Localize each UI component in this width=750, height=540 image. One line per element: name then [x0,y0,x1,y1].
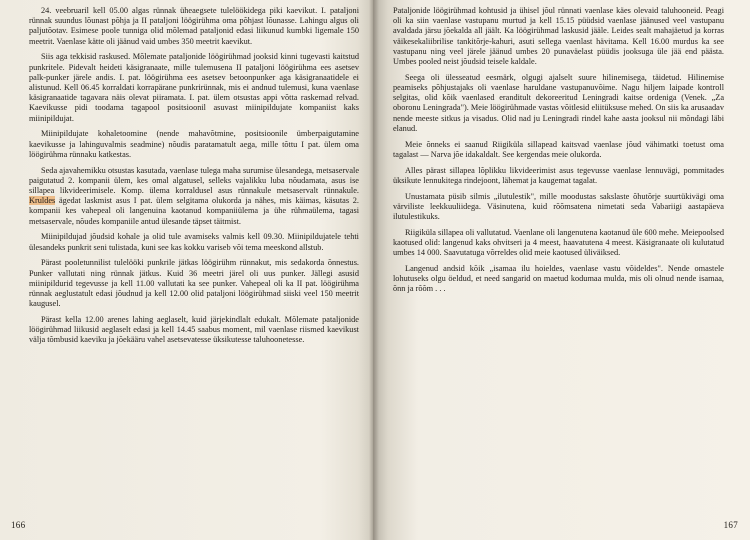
right-paragraph-7: Langenud andsid kõik „isamaa ilu hoieldes, vaenlase vastu võideldes". Nende omastele lohutuseks olgu öeldud, et need sangarid on maetud kodumaa mulda, mis oli olnud nende isamaa, õnn ja rõõm . . . [393,264,724,294]
right-paragraph-2: Seega oli ülesseatud eesmärk, olgugi ajalselt suure hilinemisega, täidetud. Hilinemise peamiseks põhjustajaks oli vaenlase haruldane vastupanuvõime. Nagu hiljem laipade kontroll selgitas, olid kõik vaenlased eranditult dekoreeritud Leningradi kaitse ordeniga (Venek. „Za oboronu Leningrada"). Meie löögirühmade vastas võitlesid eliitüksuse mehed. On siis ka arusaadav nende meeste sitkus ja visadus. Olid nad ju Leningradi rindel kahe aasta jooksul nii mõndagi läbi elanud. [393,72,724,133]
right-paragraph-3: Meie õnneks ei saanud Riigiküla sillapead kaitsvad vaenlase jõud vähimatki toetust oma tagalast — Narva jõe idakaldalt. See kergendas meie olukorda. [393,139,724,159]
right-paragraph-4: Alles pärast sillapea lõplikku likvideerimist asus tegevusse vaenlase lennuvägi, pommitades üksikute lennukitega rindejoont, lähemat ja kaugemat tagalat. [393,165,724,185]
left-paragraph-6: Pärast pooletunnilist tulelööki punkrile jätkas löögirühm rünnakut, mis sedakorda õnnestus. Punker vallutati ning rünnak jätkus. Kuid 36 meetri järel oli uus punker. Jällegi asusid miinipildurid tegevusse ja kell 11.00 vallutati ka see punker. Vahepeal oli ka II pat. löögirühma rünnak aeglustatult edasi jõudnud ja kell 12.00 olid pataljoni löögirühmad siiski veel 150 meetrit kaugusel. [29,258,359,309]
page-number-right: 167 [723,519,738,530]
left-paragraph-7: Pärast kella 12.00 arenes lahing aeglaselt, kuid järjekindlalt edukalt. Mõlemate pataljonide löögirühmad liikusid aeglaselt edasi ja kell 14.45 saabus moment, mil vaenlase riismed kaevikust välja tõmbusid kaeviku ja jõekääru vahel asetsevatesse üksikutesse taluhoonetesse. [29,315,359,345]
left-paragraph-4: Seda ajavahemikku otsustas kasutada, vaenlase tulega maha surumise ülesandega, metsaservale paigutatud 2. kompanii ülem, kes omal algatusel, selleks vajalikku luba nõudamata, asus ise sillapea likvideerimisele. Komp. ülema korraldusel asus rünnakule metsaservalt rünnakule. Kruldes ägedat laskmist asus I pat. ülem selgitama olukorda ja nähes, mis käimas, käsutas 2. kompanii kes vahepeal oli langenuina kaotanud kompaniiülema ja ühe rühmaülema, tagasi metsaservale, nõudes kompaniile antud ülesande täpset täitmist. [29,165,359,226]
left-paragraph-3: Miinipildujate kohaletoomine (nende mahavõtmine, positsioonile ümberpaigutamine kaevikusse ja lahinguvalmis seadmine) nõudis paratamatult aega, mille tõttu I pat. ülem oma löögirühma rünnaku katkestas. [29,129,359,159]
right-page [373,0,750,540]
right-paragraph-1: Pataljonide löögirühmad kohtusid ja ühisel jõul rünnati vaenlase käes olevaid taluhooneid. Peagi oli ka siin vaenlase vastupanu murtud ja kell 15.15 püüdsid vaenlase jäänused veel vastupanu avaldada järsu jõekalda all jäält. Ka löögirühmad laskusid jääle. Leides sealt mahajäetud ja korras väikesekaliibrilise tankitõrje-kahuri, asuti sellega vaenlast hävitama. Kell 16.00 murdus ka see vastupanu ning veel järele jäänud umbes 20 punaväelast püüdis jooksuga üle jää end päästa. Umbes pooled neist jõudsid teisele kaldale. [393,6,724,67]
left-paragraph-2: Siis aga tekkisid raskused. Mõlemate pataljonide löögirühmad jooksid kinni tugevasti kaitstud punkritele. Pidevalt heideti käsigranaate, mille tulemusena II pataljoni löögirühma ees asetsev palk-punker järele andis. I. pat. löögirühma ees asetsev betoonpunker aga käsigranaatidele ei alistunud. Kell 06.45 korraldati korrapärane punkrirünnak, mis ei andnud tulemusi, kuna vaenlase käsigranaatide tagavara näis olevat piiramata. I. pat. ülem otsustas appi võtta raskemad relvad. Kaevikusse pidi toodama tagapool positsioonil asuvast miinipildujate kompaniist kaks miinipildujat. [29,52,359,123]
right-paragraph-5: Unustamata püsib silmis „ilutulestik", mille moodustas sakslaste õhutõrje suurtükivägi oma värviliste leekkuuliidega. Väsinutena, kuid rõõmsatena nimetati seda Vabariigi aastapäeva ilutulestikuks. [393,191,724,222]
left-paragraph-1: 24. veebruaril kell 05.00 algas rünnak üheaegsete tulelöökidega piki kaevikut. I. pataljoni rünnak suundus lõunast põhja ja II pataljoni löögirühma oma põhjast lõunasse. Lahingu algus oli paljutõotav. Esimese poole tunniga olid mõlemad pataljonid edasi liikunud kumbki ligemale 150 meetrit. Vaenlase kätte oli jäänud vaid umbes 350 meetrit kaevikut. [29,6,359,46]
highlighted-word: Kruldes [29,196,56,206]
right-paragraph-6: Riigiküla sillapea oli vallutatud. Vaenlane oli langenutena kaotanud üle 600 mehe. Meiepoolsed kaotused olid: langenud kaks ohvitseri ja 4 meest, haavatutena 4 meest. Käsigranaate oli kulutatud umbes 14 000. Saavutatuga võrreldes olid meie kaotused üliväiksed. [393,227,724,258]
page-number-left: 166 [11,519,26,530]
left-paragraph-5: Miinipildujad jõudsid kohale ja olid tule avamiseks valmis kell 09.30. Miinipildujatele tehti ülesandeks punkrit seni tulistada, kuni see kas kokku variseb või tema meeskond allstub. [29,232,359,252]
left-page [0,0,373,540]
